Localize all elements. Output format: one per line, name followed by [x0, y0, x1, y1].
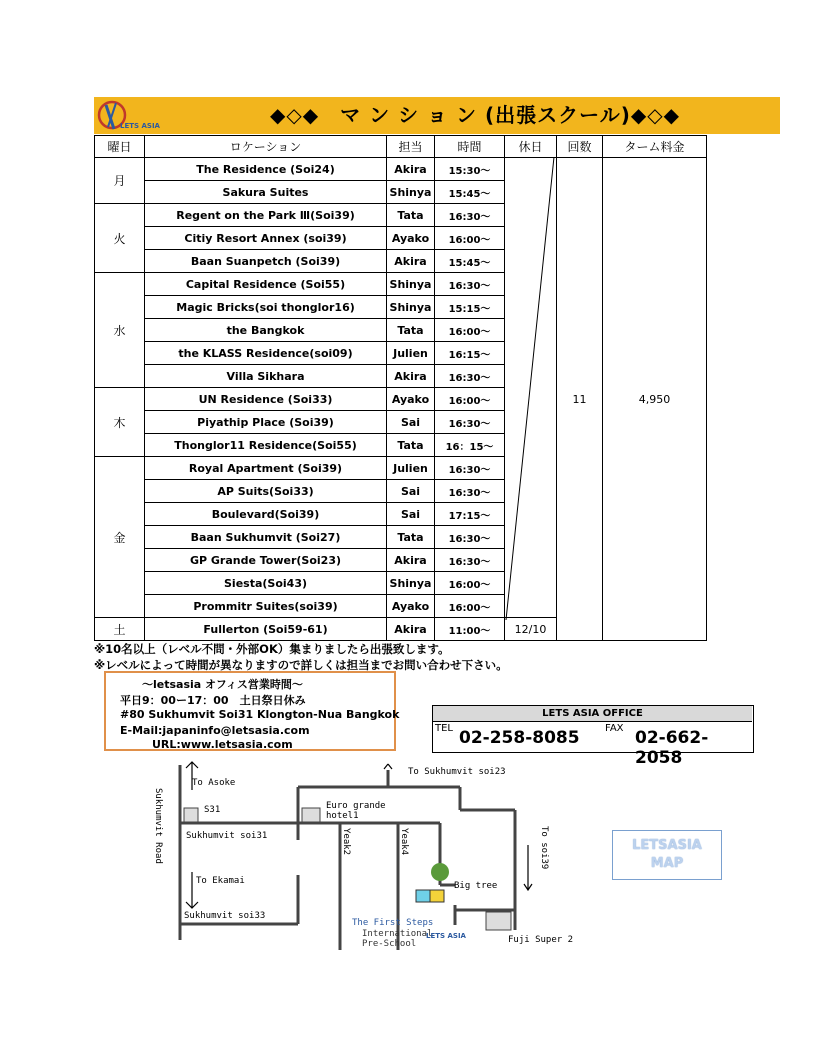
office-hours: 平日9：00ー17：00 土日祭日休み: [120, 694, 306, 707]
schedule-table: [94, 135, 707, 641]
map-euro-grande: Euro grande: [326, 801, 386, 811]
time-cell: 15:15～: [435, 296, 505, 319]
time-cell: 15:30～: [435, 158, 505, 181]
time-cell: 16:00～: [435, 319, 505, 342]
count-cell: 11: [557, 158, 603, 641]
map-hotel1: hotel1: [326, 811, 359, 821]
contact-box: [432, 705, 754, 768]
time-cell: 16:30～: [435, 204, 505, 227]
location-cell: Capital Residence (Soi55): [145, 273, 387, 296]
header-count: 回数: [557, 136, 603, 158]
teacher-cell: Shinya: [387, 181, 435, 204]
location-cell: AP Suits(Soi33): [145, 480, 387, 503]
time-cell: 15:45～: [435, 181, 505, 204]
map-school-line3: Pre-School: [362, 939, 417, 949]
location-cell: The Residence (Soi24): [145, 158, 387, 181]
teacher-cell: Sai: [387, 480, 435, 503]
time-cell: 16:30～: [435, 480, 505, 503]
school-building-icon: [416, 890, 430, 902]
day-cell: 土: [95, 618, 145, 641]
teacher-cell: Akira: [387, 365, 435, 388]
location-cell: Citiy Resort Annex (soi39): [145, 227, 387, 250]
time-cell: 16:00～: [435, 388, 505, 411]
lets-asia-logo: [96, 99, 162, 132]
map-yeak4: Yeak4: [399, 828, 409, 856]
header-teacher: 担当: [387, 136, 435, 158]
big-tree-icon: [431, 863, 449, 881]
day-cell: 金: [95, 457, 145, 618]
fee-cell: 4,950: [603, 158, 707, 641]
teacher-cell: Akira: [387, 250, 435, 273]
s31-building-icon: [184, 808, 198, 822]
map-sukhumvit-soi31: Sukhumvit soi31: [186, 831, 268, 841]
teacher-cell: Ayako: [387, 595, 435, 618]
fax-number: 02-662-2058: [635, 728, 709, 768]
header-holiday: 休日: [505, 136, 557, 158]
map-to-ekamai: To Ekamai: [196, 876, 245, 886]
teacher-cell: Akira: [387, 158, 435, 181]
office-email: E-Mail:japaninfo@letsasia.com: [120, 724, 310, 737]
time-cell: 16:00～: [435, 595, 505, 618]
time-cell: 16:00～: [435, 572, 505, 595]
time-cell: 16:00～: [435, 227, 505, 250]
teacher-cell: Tata: [387, 319, 435, 342]
teacher-cell: Tata: [387, 526, 435, 549]
map-to-soi39: To soi39: [539, 826, 549, 870]
logo-text: LETS ASIA: [120, 122, 160, 130]
time-cell: 17:15～: [435, 503, 505, 526]
teacher-cell: Julien: [387, 457, 435, 480]
time-cell: 16:30～: [435, 365, 505, 388]
time-cell: 16：15～: [435, 434, 505, 457]
office-building-icon: [430, 890, 444, 902]
office-title: ～letsasia オフィス営業時間～: [142, 678, 303, 691]
note-2: ※レベルによって時間が異なりますので詳しくは担当までお問い合わせ下さい。: [94, 658, 508, 672]
location-cell: the KLASS Residence(soi09): [145, 342, 387, 365]
location-cell: GP Grande Tower(Soi23): [145, 549, 387, 572]
arrow-up-soi23-icon: [384, 764, 392, 769]
header-day: 曜日: [95, 136, 145, 158]
day-cell: 水: [95, 273, 145, 388]
office-info-box: [104, 671, 400, 751]
time-cell: 11:00～: [435, 618, 505, 641]
teacher-cell: Sai: [387, 411, 435, 434]
office-url: URL:www.letsasia.com: [152, 738, 293, 751]
location-cell: Boulevard(Soi39): [145, 503, 387, 526]
location-cell: Prommitr Suites(soi39): [145, 595, 387, 618]
page-title: ◆◇◆ マ ン シ ョ ン (出張スクール)◆◇◆: [270, 103, 680, 127]
map-logo-small: LETS ASIA: [426, 932, 466, 940]
map-label-line2: MAP: [650, 856, 684, 871]
map-label-box: [612, 830, 722, 880]
location-cell: the Bangkok: [145, 319, 387, 342]
teacher-cell: Tata: [387, 434, 435, 457]
time-cell: 16:15～: [435, 342, 505, 365]
location-cell: Siesta(Soi43): [145, 572, 387, 595]
header-fee: ターム料金: [603, 136, 707, 158]
day-cell: 木: [95, 388, 145, 457]
teacher-cell: Shinya: [387, 273, 435, 296]
time-cell: 15:45～: [435, 250, 505, 273]
location-cell: Sakura Suites: [145, 181, 387, 204]
location-cell: Villa Sikhara: [145, 365, 387, 388]
office-address: #80 Sukhumvit Soi31 Klongton-Nua Bangkok: [120, 708, 400, 721]
map-label-line1: LETSASIA: [632, 838, 702, 853]
teacher-cell: Shinya: [387, 572, 435, 595]
map-big-tree: Big tree: [454, 881, 498, 891]
map-yeak2: Yeak2: [341, 828, 351, 856]
map-to-asoke: To Asoke: [192, 778, 236, 788]
location-cell: Piyathip Place (Soi39): [145, 411, 387, 434]
teacher-cell: Tata: [387, 204, 435, 227]
teacher-cell: Ayako: [387, 227, 435, 250]
day-cell: 火: [95, 204, 145, 273]
header-location: ロケーション: [145, 136, 387, 158]
table-row: [95, 158, 707, 181]
tel-number: 02-258-8085: [459, 728, 580, 748]
map-fuji: Fuji Super 2: [508, 935, 574, 945]
map-roads: [180, 765, 515, 950]
location-cell: Royal Apartment (Soi39): [145, 457, 387, 480]
map-school-line2: International: [362, 929, 433, 939]
teacher-cell: Shinya: [387, 296, 435, 319]
holiday-date-cell: 12/10: [505, 618, 557, 641]
location-cell: Magic Bricks(soi thonglor16): [145, 296, 387, 319]
contact-heading: LETS ASIA OFFICE: [433, 706, 752, 722]
map-sukhumvit-soi33: Sukhumvit soi33: [184, 911, 266, 921]
teacher-cell: Sai: [387, 503, 435, 526]
note-1: ※10名以上（レベル不問・外部OK）集まりましたら出張致します。: [94, 642, 450, 656]
map-school-line1: The First Steps: [352, 918, 434, 928]
location-cell: Regent on the Park Ⅲ(Soi39): [145, 204, 387, 227]
time-cell: 16:30～: [435, 549, 505, 572]
location-cell: Thonglor11 Residence(Soi55): [145, 434, 387, 457]
location-cell: UN Residence (Soi33): [145, 388, 387, 411]
teacher-cell: Akira: [387, 618, 435, 641]
teacher-cell: Akira: [387, 549, 435, 572]
location-cell: Baan Sukhumvit (Soi27): [145, 526, 387, 549]
header-time: 時間: [435, 136, 505, 158]
fuji-super-building-icon: [486, 912, 511, 930]
location-cell: Fullerton (Soi59-61): [145, 618, 387, 641]
map-to-soi23: To Sukhumvit soi23: [408, 767, 506, 777]
day-cell: 月: [95, 158, 145, 204]
map-sukhumvit-road: Sukhumvit Road: [153, 788, 163, 864]
location-cell: Baan Suanpetch (Soi39): [145, 250, 387, 273]
table-header-row: [95, 136, 707, 158]
time-cell: 16:30～: [435, 457, 505, 480]
tel-label: TEL: [435, 723, 453, 734]
map-s31: S31: [204, 805, 221, 815]
office-map: [140, 760, 620, 960]
arrow-down-soi39-icon: [524, 845, 532, 890]
fax-label: FAX: [605, 723, 624, 734]
time-cell: 16:30～: [435, 273, 505, 296]
time-cell: 16:30～: [435, 411, 505, 434]
time-cell: 16:30～: [435, 526, 505, 549]
teacher-cell: Ayako: [387, 388, 435, 411]
holiday-diagonal-line: [504, 157, 556, 620]
teacher-cell: Julien: [387, 342, 435, 365]
euro-grande-building-icon: [302, 808, 320, 822]
